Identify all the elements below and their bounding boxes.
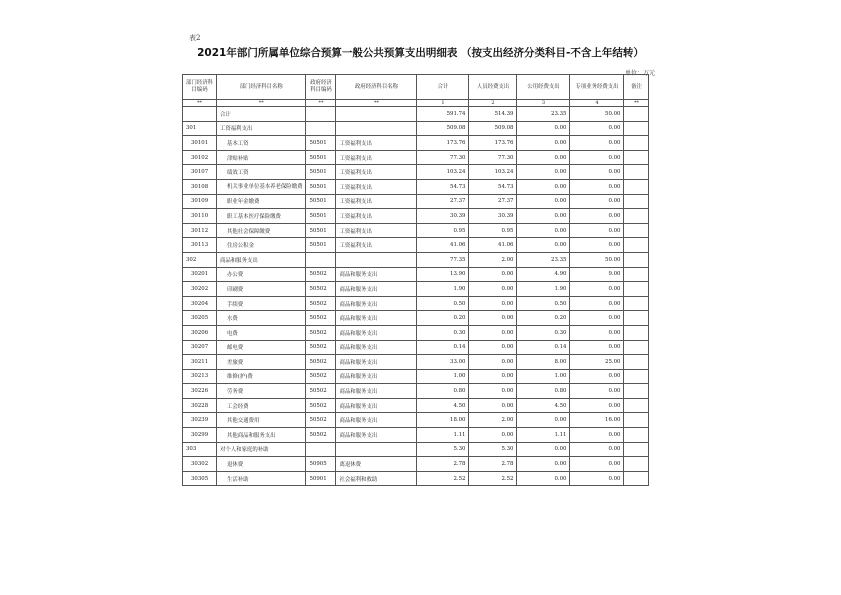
code-cell: 30107 [183, 165, 217, 180]
personnel-cell: 173.76 [469, 136, 517, 151]
personnel-cell: 0.00 [469, 296, 517, 311]
name-cell: 其他社会保障缴费 [217, 223, 306, 238]
total-cell: 103.24 [417, 165, 469, 180]
special-cell: 0.00 [570, 209, 624, 224]
public-cell: 0.00 [517, 223, 570, 238]
header-cell: 备注 [624, 75, 649, 100]
special-cell: 0.00 [570, 282, 624, 297]
note-cell [624, 267, 649, 282]
total-cell: 509.08 [417, 121, 469, 136]
index-cell: ** [306, 100, 336, 107]
note-cell [624, 428, 649, 443]
table-row [183, 209, 649, 224]
gov-name-cell: 商品和服务支出 [336, 282, 417, 297]
gov-name-cell: 商品和服务支出 [336, 355, 417, 370]
name-cell: 生活补助 [217, 471, 306, 486]
personnel-cell: 0.00 [469, 369, 517, 384]
gov-code-cell: 50502 [306, 413, 336, 428]
public-cell: 0.00 [517, 165, 570, 180]
code-cell: 30239 [183, 413, 217, 428]
note-cell [624, 442, 649, 457]
code-cell: 30305 [183, 471, 217, 486]
gov-name-cell [336, 442, 417, 457]
table-row [183, 282, 649, 297]
name-cell: 印刷费 [217, 282, 306, 297]
table-body [183, 107, 649, 486]
special-cell: 0.00 [570, 311, 624, 326]
public-cell: 1.90 [517, 282, 570, 297]
personnel-cell: 514.39 [469, 107, 517, 122]
gov-name-cell: 商品和服务支出 [336, 398, 417, 413]
public-cell: 0.20 [517, 311, 570, 326]
gov-code-cell: 50502 [306, 355, 336, 370]
table-row [183, 179, 649, 194]
name-cell: 津贴补贴 [217, 150, 306, 165]
personnel-cell: 2.52 [469, 471, 517, 486]
note-cell [624, 107, 649, 122]
public-cell: 0.00 [517, 121, 570, 136]
table-number: 表2 [189, 34, 201, 42]
public-cell: 0.00 [517, 442, 570, 457]
personnel-cell: 30.39 [469, 209, 517, 224]
personnel-cell: 0.00 [469, 398, 517, 413]
gov-code-cell: 50502 [306, 384, 336, 399]
gov-code-cell [306, 442, 336, 457]
table-row [183, 369, 649, 384]
personnel-cell: 54.73 [469, 179, 517, 194]
name-cell: 职业年金缴费 [217, 194, 306, 209]
gov-code-cell: 50501 [306, 209, 336, 224]
special-cell: 0.00 [570, 223, 624, 238]
gov-name-cell: 商品和服务支出 [336, 325, 417, 340]
personnel-cell: 0.00 [469, 325, 517, 340]
code-cell: 301 [183, 121, 217, 136]
special-cell: 0.00 [570, 194, 624, 209]
gov-name-cell: 工资福利支出 [336, 209, 417, 224]
public-cell: 4.90 [517, 267, 570, 282]
index-cell: 4 [570, 100, 624, 107]
table-row [183, 325, 649, 340]
public-cell: 23.35 [517, 107, 570, 122]
gov-code-cell: 50501 [306, 179, 336, 194]
gov-code-cell: 50502 [306, 282, 336, 297]
table-row [183, 340, 649, 355]
note-cell [624, 355, 649, 370]
note-cell [624, 471, 649, 486]
index-row [183, 100, 649, 107]
gov-name-cell [336, 121, 417, 136]
gov-name-cell: 商品和服务支出 [336, 413, 417, 428]
gov-name-cell [336, 107, 417, 122]
table-row [183, 413, 649, 428]
total-cell: 591.74 [417, 107, 469, 122]
total-cell: 54.73 [417, 179, 469, 194]
name-cell: 合计 [217, 107, 306, 122]
gov-code-cell: 50501 [306, 150, 336, 165]
note-cell [624, 121, 649, 136]
special-cell: 0.00 [570, 150, 624, 165]
index-cell: 1 [417, 100, 469, 107]
table-row [183, 136, 649, 151]
special-cell: 0.00 [570, 442, 624, 457]
index-cell: ** [183, 100, 217, 107]
name-cell: 绩效工资 [217, 165, 306, 180]
gov-name-cell: 工资福利支出 [336, 179, 417, 194]
index-cell: 2 [469, 100, 517, 107]
code-cell: 30228 [183, 398, 217, 413]
personnel-cell: 0.00 [469, 340, 517, 355]
public-cell: 0.00 [517, 209, 570, 224]
public-cell: 0.14 [517, 340, 570, 355]
note-cell [624, 325, 649, 340]
total-cell: 18.00 [417, 413, 469, 428]
name-cell: 手续费 [217, 296, 306, 311]
note-cell [624, 457, 649, 472]
header-cell: 部门经济科目名称 [217, 75, 306, 100]
total-cell: 0.30 [417, 325, 469, 340]
code-cell: 30205 [183, 311, 217, 326]
index-cell: ** [624, 100, 649, 107]
header-cell: 政府经济科目名称 [336, 75, 417, 100]
personnel-cell: 0.00 [469, 311, 517, 326]
gov-name-cell: 商品和服务支出 [336, 311, 417, 326]
table-row [183, 194, 649, 209]
public-cell: 0.50 [517, 296, 570, 311]
total-cell: 1.11 [417, 428, 469, 443]
total-cell: 77.35 [417, 252, 469, 267]
gov-name-cell: 工资福利支出 [336, 194, 417, 209]
note-cell [624, 296, 649, 311]
code-cell: 30213 [183, 369, 217, 384]
public-cell: 0.00 [517, 471, 570, 486]
name-cell: 劳务费 [217, 384, 306, 399]
name-cell: 退休费 [217, 457, 306, 472]
name-cell: 商品和服务支出 [217, 252, 306, 267]
special-cell: 0.00 [570, 296, 624, 311]
personnel-cell: 5.30 [469, 442, 517, 457]
table-row [183, 121, 649, 136]
name-cell: 邮电费 [217, 340, 306, 355]
code-cell: 30206 [183, 325, 217, 340]
public-cell: 1.11 [517, 428, 570, 443]
gov-name-cell: 工资福利支出 [336, 165, 417, 180]
public-cell: 0.00 [517, 413, 570, 428]
table-row [183, 384, 649, 399]
special-cell: 16.00 [570, 413, 624, 428]
note-cell [624, 136, 649, 151]
name-cell: 机关事业单位基本养老保险缴费 [217, 179, 306, 194]
total-cell: 0.95 [417, 223, 469, 238]
total-cell: 1.90 [417, 282, 469, 297]
note-cell [624, 384, 649, 399]
gov-code-cell: 50501 [306, 165, 336, 180]
total-cell: 5.30 [417, 442, 469, 457]
personnel-cell: 0.00 [469, 355, 517, 370]
note-cell [624, 179, 649, 194]
gov-code-cell: 50501 [306, 136, 336, 151]
note-cell [624, 413, 649, 428]
name-cell: 职工基本医疗保险缴费 [217, 209, 306, 224]
document-title: 2021年部门所属单位综合预算一般公共预算支出明细表 （按支出经济分类科目-不含上年结转） [197, 47, 644, 59]
gov-name-cell: 商品和服务支出 [336, 267, 417, 282]
public-cell: 0.00 [517, 179, 570, 194]
gov-name-cell: 工资福利支出 [336, 238, 417, 253]
table-row [183, 311, 649, 326]
code-cell [183, 107, 217, 122]
personnel-cell: 103.24 [469, 165, 517, 180]
gov-code-cell [306, 107, 336, 122]
special-cell: 0.00 [570, 384, 624, 399]
name-cell: 基本工资 [217, 136, 306, 151]
gov-code-cell: 50501 [306, 194, 336, 209]
table-row [183, 296, 649, 311]
index-cell: ** [336, 100, 417, 107]
gov-code-cell: 50502 [306, 296, 336, 311]
note-cell [624, 398, 649, 413]
table-row [183, 252, 649, 267]
personnel-cell: 2.00 [469, 252, 517, 267]
name-cell: 差旅费 [217, 355, 306, 370]
header-cell: 合计 [417, 75, 469, 100]
special-cell: 0.00 [570, 165, 624, 180]
table-row [183, 107, 649, 122]
header-cell: 专项业务经费支出 [570, 75, 624, 100]
name-cell: 办公费 [217, 267, 306, 282]
gov-name-cell: 商品和服务支出 [336, 369, 417, 384]
total-cell: 0.80 [417, 384, 469, 399]
note-cell [624, 165, 649, 180]
table-row [183, 398, 649, 413]
special-cell: 0.00 [570, 340, 624, 355]
code-cell: 30302 [183, 457, 217, 472]
code-cell: 30101 [183, 136, 217, 151]
gov-name-cell: 离退休费 [336, 457, 417, 472]
code-cell: 30108 [183, 179, 217, 194]
total-cell: 1.00 [417, 369, 469, 384]
code-cell: 30204 [183, 296, 217, 311]
name-cell: 工资福利支出 [217, 121, 306, 136]
note-cell [624, 194, 649, 209]
public-cell: 23.35 [517, 252, 570, 267]
total-cell: 77.30 [417, 150, 469, 165]
gov-name-cell: 工资福利支出 [336, 136, 417, 151]
table-row [183, 223, 649, 238]
table-row [183, 150, 649, 165]
gov-name-cell [336, 252, 417, 267]
special-cell: 0.00 [570, 398, 624, 413]
code-cell: 302 [183, 252, 217, 267]
gov-code-cell [306, 252, 336, 267]
name-cell: 电费 [217, 325, 306, 340]
gov-code-cell: 50501 [306, 238, 336, 253]
personnel-cell: 2.00 [469, 413, 517, 428]
code-cell: 30110 [183, 209, 217, 224]
budget-table [182, 74, 649, 486]
total-cell: 33.00 [417, 355, 469, 370]
total-cell: 4.50 [417, 398, 469, 413]
personnel-cell: 509.08 [469, 121, 517, 136]
header-cell: 部门经济科目编码 [183, 75, 217, 100]
public-cell: 0.00 [517, 238, 570, 253]
gov-name-cell: 商品和服务支出 [336, 384, 417, 399]
special-cell: 0.00 [570, 428, 624, 443]
total-cell: 0.20 [417, 311, 469, 326]
name-cell: 其他商品和服务支出 [217, 428, 306, 443]
table-row [183, 428, 649, 443]
public-cell: 4.50 [517, 398, 570, 413]
gov-name-cell: 商品和服务支出 [336, 340, 417, 355]
table-row [183, 442, 649, 457]
total-cell: 13.90 [417, 267, 469, 282]
table-row [183, 267, 649, 282]
note-cell [624, 282, 649, 297]
public-cell: 0.00 [517, 194, 570, 209]
code-cell: 30207 [183, 340, 217, 355]
personnel-cell: 77.30 [469, 150, 517, 165]
public-cell: 1.00 [517, 369, 570, 384]
special-cell: 9.00 [570, 267, 624, 282]
gov-code-cell: 50905 [306, 457, 336, 472]
public-cell: 0.00 [517, 150, 570, 165]
special-cell: 0.00 [570, 457, 624, 472]
note-cell [624, 150, 649, 165]
table-row [183, 457, 649, 472]
code-cell: 30109 [183, 194, 217, 209]
special-cell: 50.00 [570, 252, 624, 267]
header-cell: 公用经费支出 [517, 75, 570, 100]
public-cell: 0.00 [517, 457, 570, 472]
gov-code-cell: 50501 [306, 223, 336, 238]
gov-code-cell: 50502 [306, 267, 336, 282]
personnel-cell: 0.00 [469, 384, 517, 399]
special-cell: 0.00 [570, 325, 624, 340]
gov-code-cell: 50502 [306, 398, 336, 413]
personnel-cell: 0.95 [469, 223, 517, 238]
total-cell: 30.39 [417, 209, 469, 224]
total-cell: 41.06 [417, 238, 469, 253]
name-cell: 水费 [217, 311, 306, 326]
special-cell: 0.00 [570, 136, 624, 151]
total-cell: 0.50 [417, 296, 469, 311]
personnel-cell: 2.78 [469, 457, 517, 472]
name-cell: 其他交通费用 [217, 413, 306, 428]
gov-code-cell: 50502 [306, 325, 336, 340]
name-cell: 工会经费 [217, 398, 306, 413]
public-cell: 8.00 [517, 355, 570, 370]
code-cell: 30102 [183, 150, 217, 165]
header-cell: 政府经济科目编码 [306, 75, 336, 100]
gov-code-cell: 50502 [306, 311, 336, 326]
note-cell [624, 311, 649, 326]
personnel-cell: 0.00 [469, 428, 517, 443]
total-cell: 0.14 [417, 340, 469, 355]
personnel-cell: 27.37 [469, 194, 517, 209]
code-cell: 30211 [183, 355, 217, 370]
special-cell: 25.00 [570, 355, 624, 370]
special-cell: 0.00 [570, 121, 624, 136]
gov-name-cell: 商品和服务支出 [336, 296, 417, 311]
note-cell [624, 238, 649, 253]
special-cell: 0.00 [570, 179, 624, 194]
header-row [183, 75, 649, 100]
unit-label: 单位：万元 [624, 70, 655, 77]
note-cell [624, 223, 649, 238]
special-cell: 0.00 [570, 238, 624, 253]
code-cell: 30202 [183, 282, 217, 297]
index-cell: ** [217, 100, 306, 107]
gov-name-cell: 商品和服务支出 [336, 428, 417, 443]
personnel-cell: 0.00 [469, 282, 517, 297]
code-cell: 30226 [183, 384, 217, 399]
note-cell [624, 209, 649, 224]
gov-name-cell: 工资福利支出 [336, 223, 417, 238]
code-cell: 30299 [183, 428, 217, 443]
note-cell [624, 369, 649, 384]
gov-name-cell: 工资福利支出 [336, 150, 417, 165]
gov-code-cell: 50502 [306, 340, 336, 355]
note-cell [624, 252, 649, 267]
code-cell: 303 [183, 442, 217, 457]
special-cell: 0.00 [570, 471, 624, 486]
public-cell: 0.30 [517, 325, 570, 340]
table-row [183, 471, 649, 486]
public-cell: 0.00 [517, 136, 570, 151]
personnel-cell: 41.06 [469, 238, 517, 253]
personnel-cell: 0.00 [469, 267, 517, 282]
table-row [183, 165, 649, 180]
table-row [183, 238, 649, 253]
name-cell: 对个人和家庭的补助 [217, 442, 306, 457]
special-cell: 50.00 [570, 107, 624, 122]
index-cell: 3 [517, 100, 570, 107]
header-cell: 人员经费支出 [469, 75, 517, 100]
name-cell: 维修(护)费 [217, 369, 306, 384]
total-cell: 2.78 [417, 457, 469, 472]
name-cell: 住房公积金 [217, 238, 306, 253]
special-cell: 0.00 [570, 369, 624, 384]
total-cell: 27.37 [417, 194, 469, 209]
note-cell [624, 340, 649, 355]
code-cell: 30113 [183, 238, 217, 253]
gov-code-cell: 50901 [306, 471, 336, 486]
total-cell: 173.76 [417, 136, 469, 151]
code-cell: 30201 [183, 267, 217, 282]
gov-code-cell [306, 121, 336, 136]
gov-name-cell: 社会福利和救助 [336, 471, 417, 486]
public-cell: 0.80 [517, 384, 570, 399]
total-cell: 2.52 [417, 471, 469, 486]
gov-code-cell: 50502 [306, 428, 336, 443]
code-cell: 30112 [183, 223, 217, 238]
table-row [183, 355, 649, 370]
gov-code-cell: 50502 [306, 369, 336, 384]
